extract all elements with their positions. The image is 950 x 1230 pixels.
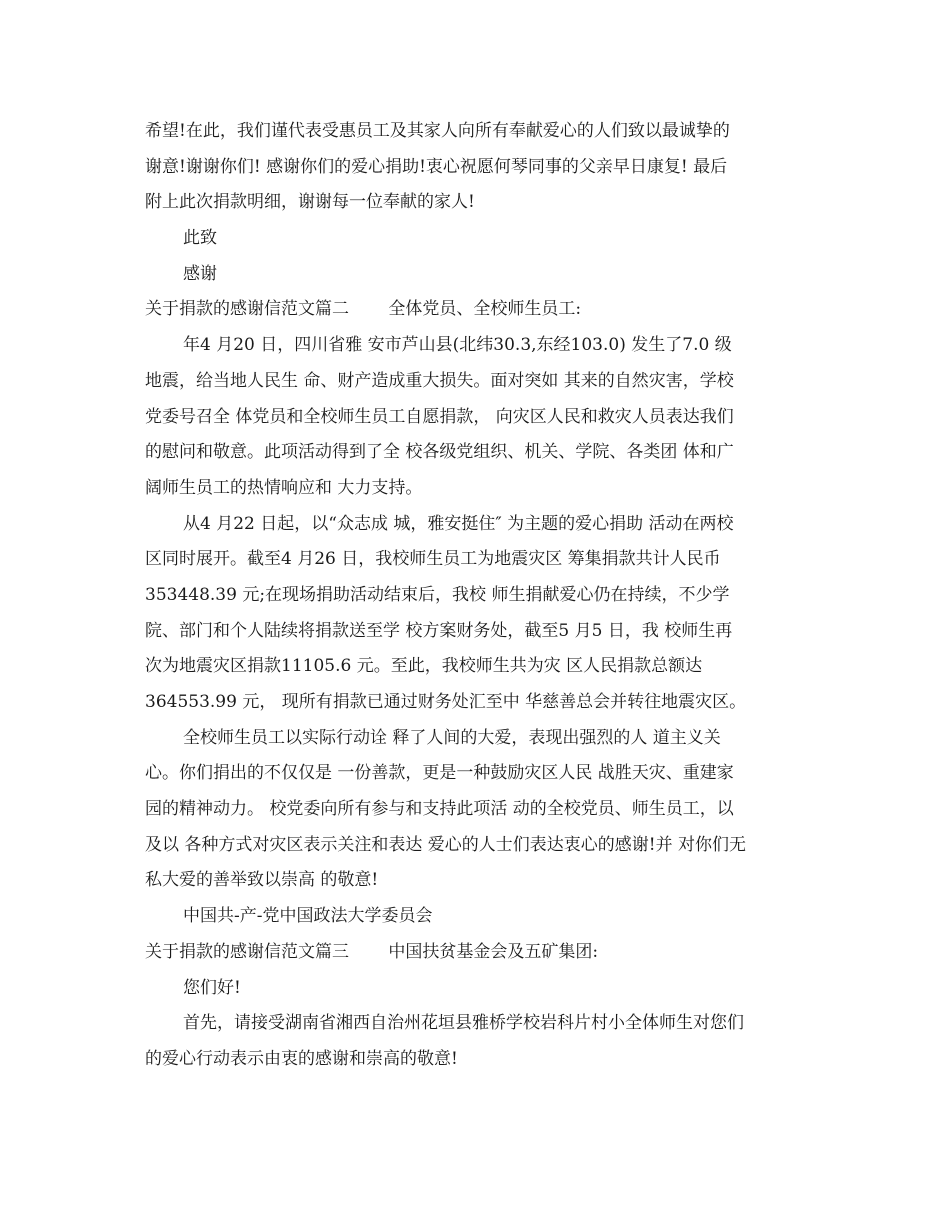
text-line: 364553.99 元， 现所有捐款已通过财务处汇至中 华慈善总会并转往地震灾区。 <box>145 692 747 712</box>
text-line: 心。你们捐出的不仅仅是 一份善款，更是一种鼓励灾区人民 战胜天灾、重建家 <box>145 763 734 784</box>
greeting-line: 您们好! <box>183 977 241 998</box>
text-line: 谢意!谢谢你们! 感谢你们的爱心捐助!衷心祝愿何琴同事的父亲早日康复! 最后 <box>145 156 728 177</box>
text-line: 的慰问和敬意。此项活动得到了全 校各级党组织、机关、学院、各类团 体和广 <box>145 442 734 463</box>
section-heading-2: 关于捐款的感谢信范文篇二 全体党员、全校师生员工: <box>145 299 582 320</box>
text-line: 区同时展开。截至4 月26 日，我校师生员工为地震灾区 筹集捐款共计人民币 <box>145 549 721 570</box>
text-line: 从4 月22 日起，以“众志成 城，雅安挺住″ 为主题的爱心捐助 活动在两校 <box>183 513 734 534</box>
text-line: 地震，给当地人民生 命、财产造成重大损失。面对突如 其来的自然灾害，学校 <box>145 370 734 391</box>
text-line: 阔师生员工的热情响应和 大力支持。 <box>145 477 423 498</box>
text-line: 党委号召全 体党员和全校师生员工自愿捐款， 向灾区人民和救灾人员表达我们 <box>145 406 734 427</box>
text-line: 及以 各种方式对灾区表示关注和表达 爱心的人士们表达衷心的感谢!并 对你们无 <box>145 834 747 855</box>
text-line: 的爱心行动表示由衷的感谢和崇高的敬意! <box>145 1048 458 1069</box>
text-line: 年4 月20 日，四川省雅 安市芦山县(北纬30.3,东经103.0) 发生了7.0 级 <box>183 335 732 356</box>
signature-line: 中国共-产-党中国政法大学委员会 <box>183 906 433 927</box>
document-body <box>145 114 815 1078</box>
text-line: 园的精神动力。 校党委向所有参与和支持此项活 动的全校党员、师生员工，以 <box>145 799 734 820</box>
text-line: 院、部门和个人陆续将捐款送至学 校方案财务处，截至5 月5 日，我 校师生再 <box>145 620 733 641</box>
text-line: 希望!在此，我们谨代表受惠员工及其家人向所有奉献爱心的人们致以最诚挚的 <box>145 121 730 141</box>
text-line: 私大爱的善举致以崇高 的敬意! <box>145 870 379 891</box>
closing-thanks: 感谢 <box>183 263 217 284</box>
text-line: 次为地震灾区捐款11105.6 元。至此，我校师生共为灾 区人民捐款总额达 <box>145 656 703 677</box>
text-line: 全校师生员工以实际行动诠 释了人间的大爱，表现出强烈的人 道主义关 <box>183 727 721 748</box>
section-heading-3: 关于捐款的感谢信范文篇三 中国扶贫基金会及五矿集团: <box>145 941 599 962</box>
text-line: 首先，请接受湖南省湘西自治州花垣县雅桥学校岩科片村小全体师生对您们 <box>183 1013 744 1034</box>
text-line: 附上此次捐款明细，谢谢每一位奉献的家人! <box>145 192 475 213</box>
text-line: 353448.39 元;在现场捐助活动结束后，我校 师生捐献爱心仍在持续，不少学 <box>145 584 730 605</box>
closing-salutation: 此致 <box>183 228 217 249</box>
